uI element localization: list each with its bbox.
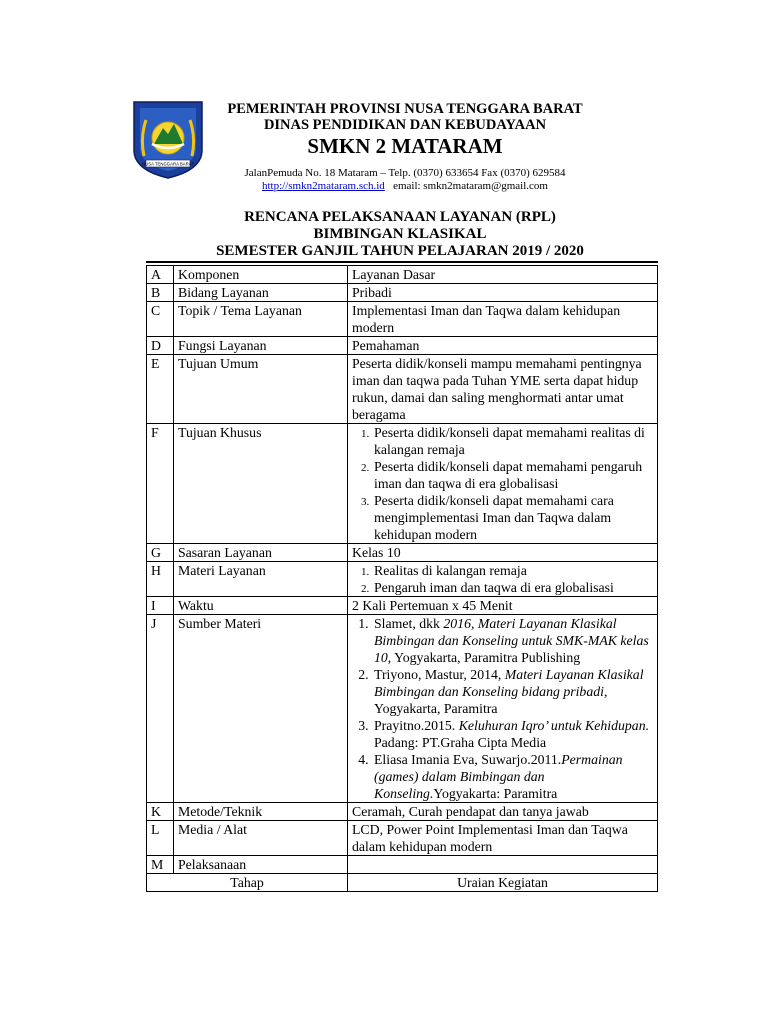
row-key: B — [147, 284, 174, 302]
row-label: Materi Layanan — [174, 562, 348, 597]
row-label: Tujuan Umum — [174, 355, 348, 424]
row-key: C — [147, 302, 174, 337]
row-key: I — [147, 597, 174, 615]
table-row — [147, 284, 658, 302]
row-label: Metode/Teknik — [174, 803, 348, 821]
rpl-table — [146, 265, 658, 892]
row-value: LCD, Power Point Implementasi Iman dan Taqwa dalam kehidupan modern — [348, 821, 658, 856]
school-name: SMKN 2 MATARAM — [307, 134, 503, 158]
row-value — [348, 615, 658, 803]
list-item: 3. Peserta didik/konseli dapat memahami cara mengimplementasi Iman dan Taqwa dalam kehidupan modern — [372, 492, 653, 543]
row-key: E — [147, 355, 174, 424]
row-value — [348, 424, 658, 544]
source-list — [352, 615, 653, 802]
list-item: 1. Slamet, dkk 2016, Materi Layanan Klasikal Bimbingan dan Konseling untuk SMK-MAK kelas 10, Yogyakarta, Paramitra Publishing — [372, 615, 653, 666]
table-row — [147, 821, 658, 856]
row-label: Media / Alat — [174, 821, 348, 856]
row-key: L — [147, 821, 174, 856]
doc-title: RENCANA PELAKSANAAN LAYANAN (RPL) — [244, 209, 556, 225]
row-key: J — [147, 615, 174, 803]
provincial-emblem-logo — [130, 98, 206, 180]
row-value: Kelas 10 — [348, 544, 658, 562]
stage-header: Tahap — [147, 874, 348, 892]
list-item: 2. Pengaruh iman dan taqwa di era globalisasi — [372, 579, 653, 596]
table-row — [147, 803, 658, 821]
row-label: Sasaran Layanan — [174, 544, 348, 562]
table-row — [147, 597, 658, 615]
school-address: JalanPemuda No. 18 Mataram – Telp. (0370) 633654 Fax (0370) 629584 — [244, 167, 566, 179]
row-label: Fungsi Layanan — [174, 337, 348, 355]
row-label: Bidang Layanan — [174, 284, 348, 302]
row-key: H — [147, 562, 174, 597]
table-row — [147, 266, 658, 284]
table-row — [147, 562, 658, 597]
row-key: F — [147, 424, 174, 544]
list-item: 3. Prayitno.2015. Keluhuran Iqro’ untuk Kehidupan. Padang: PT.Graha Cipta Media — [372, 717, 653, 751]
row-key: K — [147, 803, 174, 821]
doc-semester: SEMESTER GANJIL TAHUN PELAJARAN 2019 / 2020 — [216, 243, 584, 259]
row-label: Tujuan Khusus — [174, 424, 348, 544]
row-value: Pemahaman — [348, 337, 658, 355]
list-item: 2. Triyono, Mastur, 2014, Materi Layanan Klasikal Bimbingan dan Konseling bidang pribadi, Yogyakarta, Paramitra — [372, 666, 653, 717]
row-label: Topik / Tema Layanan — [174, 302, 348, 337]
email-text: email: smkn2mataram@gmail.com — [393, 180, 548, 192]
row-label: Sumber Materi — [174, 615, 348, 803]
doc-subtitle: BIMBINGAN KLASIKAL — [313, 226, 487, 242]
row-value: Layanan Dasar — [348, 266, 658, 284]
row-label: Pelaksanaan — [174, 856, 348, 874]
table-row — [147, 302, 658, 337]
objective-list — [352, 424, 653, 543]
table-row — [147, 615, 658, 803]
activity-header: Uraian Kegiatan — [348, 874, 658, 892]
row-value: Implementasi Iman dan Taqwa dalam kehidupan modern — [348, 302, 658, 337]
row-value — [348, 856, 658, 874]
row-label: Waktu — [174, 597, 348, 615]
table-row — [147, 856, 658, 874]
table-row — [147, 424, 658, 544]
row-value: Ceramah, Curah pendapat dan tanya jawab — [348, 803, 658, 821]
list-item: 4. Eliasa Imania Eva, Suwarjo.2011.Permainan (games) dalam Bimbingan dan Konseling.Yogyakarta: Paramitra — [372, 751, 653, 802]
row-key: A — [147, 266, 174, 284]
table-row — [147, 874, 658, 892]
row-value: Pribadi — [348, 284, 658, 302]
row-label: Komponen — [174, 266, 348, 284]
list-item: 1. Realitas di kalangan remaja — [372, 562, 653, 579]
contact-line — [210, 180, 600, 192]
row-key: M — [147, 856, 174, 874]
row-value — [348, 562, 658, 597]
table-row — [147, 337, 658, 355]
department-line: DINAS PENDIDIKAN DAN KEBUDAYAAN — [263, 117, 547, 133]
logo-caption: NUSA TENGGARA BARAT — [142, 161, 194, 167]
row-key: D — [147, 337, 174, 355]
row-value: 2 Kali Pertemuan x 45 Menit — [348, 597, 658, 615]
table-row — [147, 544, 658, 562]
row-value: Peserta didik/konseli mampu memahami pentingnya iman dan taqwa pada Tuhan YME serta dapat hidup rukun, damai dan saling menghormati antar umat beragama — [348, 355, 658, 424]
title-rule — [146, 261, 658, 263]
website-link[interactable]: http://smkn2mataram.sch.id — [261, 180, 385, 192]
government-line: PEMERINTAH PROVINSI NUSA TENGGARA BARAT — [227, 101, 583, 117]
material-list — [352, 562, 653, 596]
list-item: 2. Peserta didik/konseli dapat memahami pengaruh iman dan taqwa di era globalisasi — [372, 458, 653, 492]
list-item: 1. Peserta didik/konseli dapat memahami realitas di kalangan remaja — [372, 424, 653, 458]
table-row — [147, 355, 658, 424]
row-key: G — [147, 544, 174, 562]
